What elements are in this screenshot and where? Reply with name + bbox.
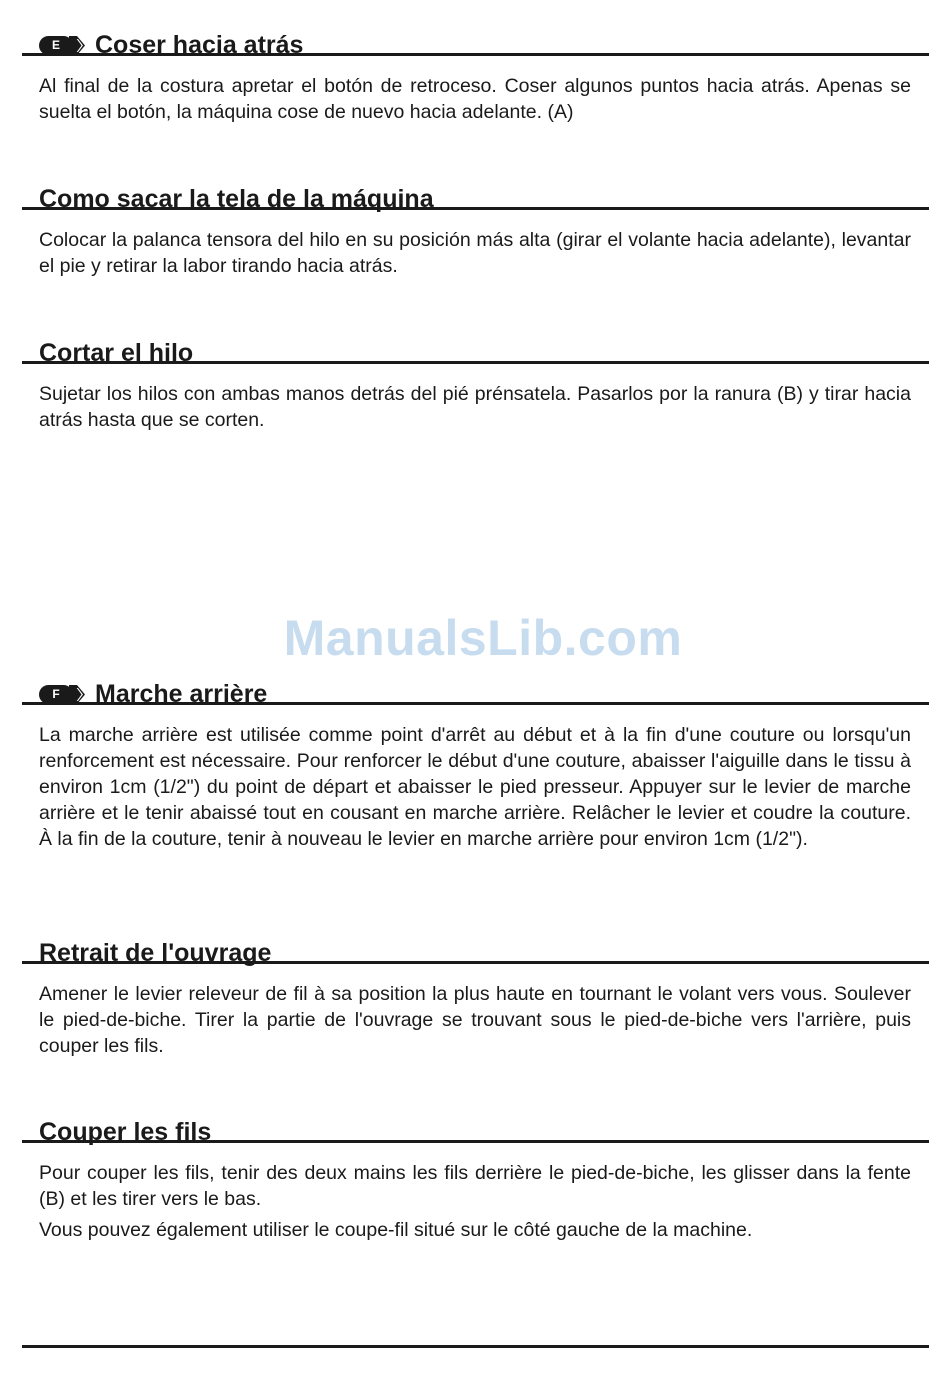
- section-heading: [22, 172, 929, 213]
- page-bottom-divider: [22, 1345, 929, 1348]
- section-cortar-el-hilo: [22, 326, 929, 433]
- section-heading: [22, 667, 929, 708]
- section-heading: [22, 326, 929, 367]
- language-badge-spanish: [39, 36, 85, 55]
- section-retrait-de-louvrage: [22, 926, 929, 1059]
- watermark: ManualsLib.com: [283, 610, 683, 666]
- section-paragraph: Sujetar los hilos con ambas manos detrás del pié prénsatela. Pasarlos por la ranura (B) y tirar hacia atrás hasta que se corten.: [39, 383, 911, 431]
- section-paragraph: Pour couper les fils, tenir des deux mains les fils derrière le pied-de-biche, les glisser dans la fente (B) et les tirer vers le bas.: [39, 1162, 911, 1210]
- section-couper-les-fils: [22, 1105, 929, 1243]
- section-como-sacar-la-tela: [22, 172, 929, 279]
- section-heading: [22, 18, 929, 59]
- section-title: Coser hacia atrás: [95, 31, 304, 59]
- section-paragraph: La marche arrière est utilisée comme point d'arrêt au début et à la fin d'une couture ou lorsqu'un renforcement est nécessaire. Pour renforcer le début d'une couture, abaisser l'aiguille dans le tissu à environ 1cm (1/2") du point de départ et abaisser le pied presseur. Appuyer sur le levier de marche arrière et le tenir abaissé tout en cousant en marche arrière. Relâcher le levier et coudre la couture. À la fin de la couture, tenir à nouveau le levier en marche arrière pour environ 1cm (1/2").: [39, 724, 911, 850]
- section-heading: [22, 926, 929, 967]
- section-heading: [22, 1105, 929, 1146]
- section-paragraph: Colocar la palanca tensora del hilo en su posición más alta (girar el volante hacia adelante), levantar el pie y retirar la labor tirando hacia atrás.: [39, 229, 911, 277]
- section-title: Cortar el hilo: [39, 339, 194, 367]
- section-title: Como sacar la tela de la máquina: [39, 185, 434, 213]
- section-marche-arriere: [22, 667, 929, 852]
- section-title: Couper les fils: [39, 1118, 212, 1146]
- section-title: Retrait de l'ouvrage: [39, 939, 272, 967]
- language-badge-letter: F: [52, 687, 60, 701]
- section-paragraph: Amener le levier releveur de fil à sa position la plus haute en tournant le volant vers vous. Soulever le pied-de-biche. Tirer la partie de l'ouvrage se trouvant sous le pied-de-biche vers l'arrière, puis couper les fils.: [39, 983, 911, 1057]
- section-coser-hacia-atras: [22, 18, 929, 125]
- section-paragraph: Vous pouvez également utiliser le coupe-fil situé sur le côté gauche de la machine.: [39, 1219, 753, 1241]
- language-badge-french: [39, 685, 85, 704]
- section-title: Marche arrière: [95, 680, 268, 708]
- section-paragraph: Al final de la costura apretar el botón de retroceso. Coser algunos puntos hacia atrás. Apenas se suelta el botón, la máquina cose de nuevo hacia adelante. (A): [39, 75, 911, 123]
- language-badge-letter: E: [51, 38, 60, 52]
